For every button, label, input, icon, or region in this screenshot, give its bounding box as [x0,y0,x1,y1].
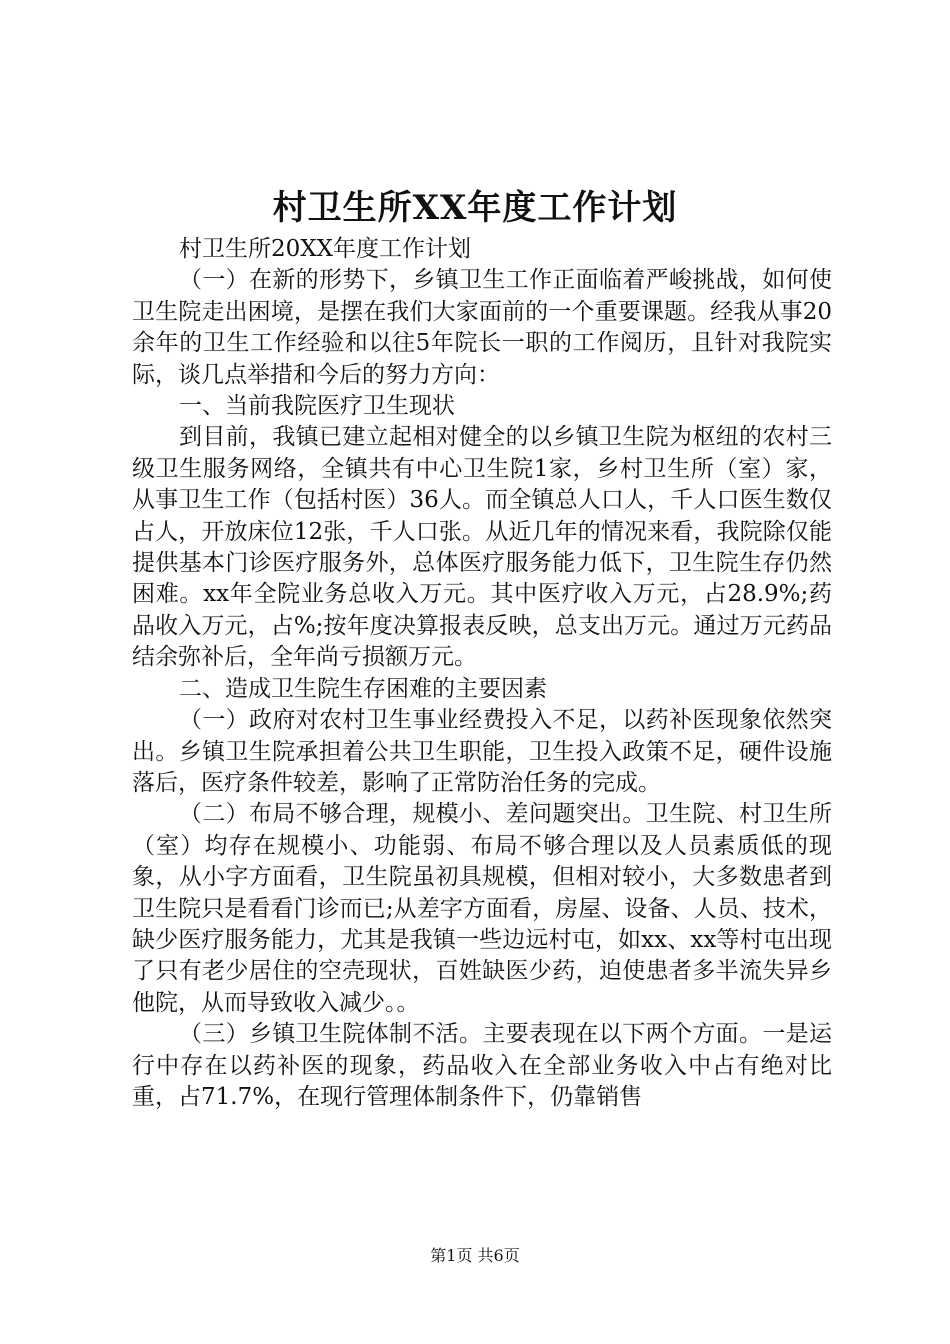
paragraph-current-status: 到目前，我镇已建立起相对健全的以乡镇卫生院为枢纽的农村三级卫生服务网络，全镇共有中心卫生院1家，乡村卫生所（室）家，从事卫生工作（包括村医）36人。而全镇总人口人，千人口医生数仅占人，开放床位12张，千人口张。从近几年的情况来看，我院除仅能提供基本门诊医疗服务外，总体医疗服务能力低下，卫生院生存仍然困难。xx年全院业务总收入万元。其中医疗收入万元，占28.9%;药品收入万元，占%;按年度决算报表反映，总支出万元。通过万元药品结余弥补后，全年尚亏损额万元。 [132,424,832,671]
document-body [132,234,832,1113]
paragraph-factor-1: （一）政府对农村卫生事业经费投入不足，以药补医现象依然突出。乡镇卫生院承担着公共卫生职能，卫生投入政策不足，硬件设施落后，医疗条件较差，影响了正常防治任务的完成。 [132,707,832,796]
paragraph-intro: （一）在新的形势下，乡镇卫生工作正面临着严峻挑战，如何使卫生院走出困境，是摆在我们大家面前的一个重要课题。经我从事20余年的卫生工作经验和以往5年院长一职的工作阅历，且针对我院实际，谈几点举措和今后的努力方向： [132,267,832,388]
page-number-footer: 第1页 共6页 [430,1246,520,1265]
section-heading-2: 二、造成卫生院生存困难的主要因素 [179,675,547,702]
paragraph-subtitle: 村卫生所20XX年度工作计划 [179,236,472,262]
paragraph-factor-3: （三）乡镇卫生院体制不活。主要表现在以下两个方面。一是运行中存在以药补医的现象，药品收入在全部业务收入中占有绝对比重，占71.7%，在现行管理体制条件下，仍靠销售 [132,1021,832,1110]
paragraph-factor-2: （二）布局不够合理，规模小、差问题突出。卫生院、村卫生所（室）均存在规模小、功能弱、布局不够合理以及人员素质低的现象，从小字方面看，卫生院虽初具规模，但相对较小，大多数患者到卫生院只是看看门诊而已;从差字方面看，房屋、设备、人员、技术，缺少医疗服务能力，尤其是我镇一些边远村屯，如xx、xx等村屯出现了只有老少居住的空壳现状，百姓缺医少药，迫使患者多半流失异乡他院，从而导致收入减少。。 [132,801,832,1016]
section-heading-1: 一、当前我院医疗卫生现状 [179,393,455,420]
document-title: 村卫生所XX年度工作计划 [272,188,678,228]
